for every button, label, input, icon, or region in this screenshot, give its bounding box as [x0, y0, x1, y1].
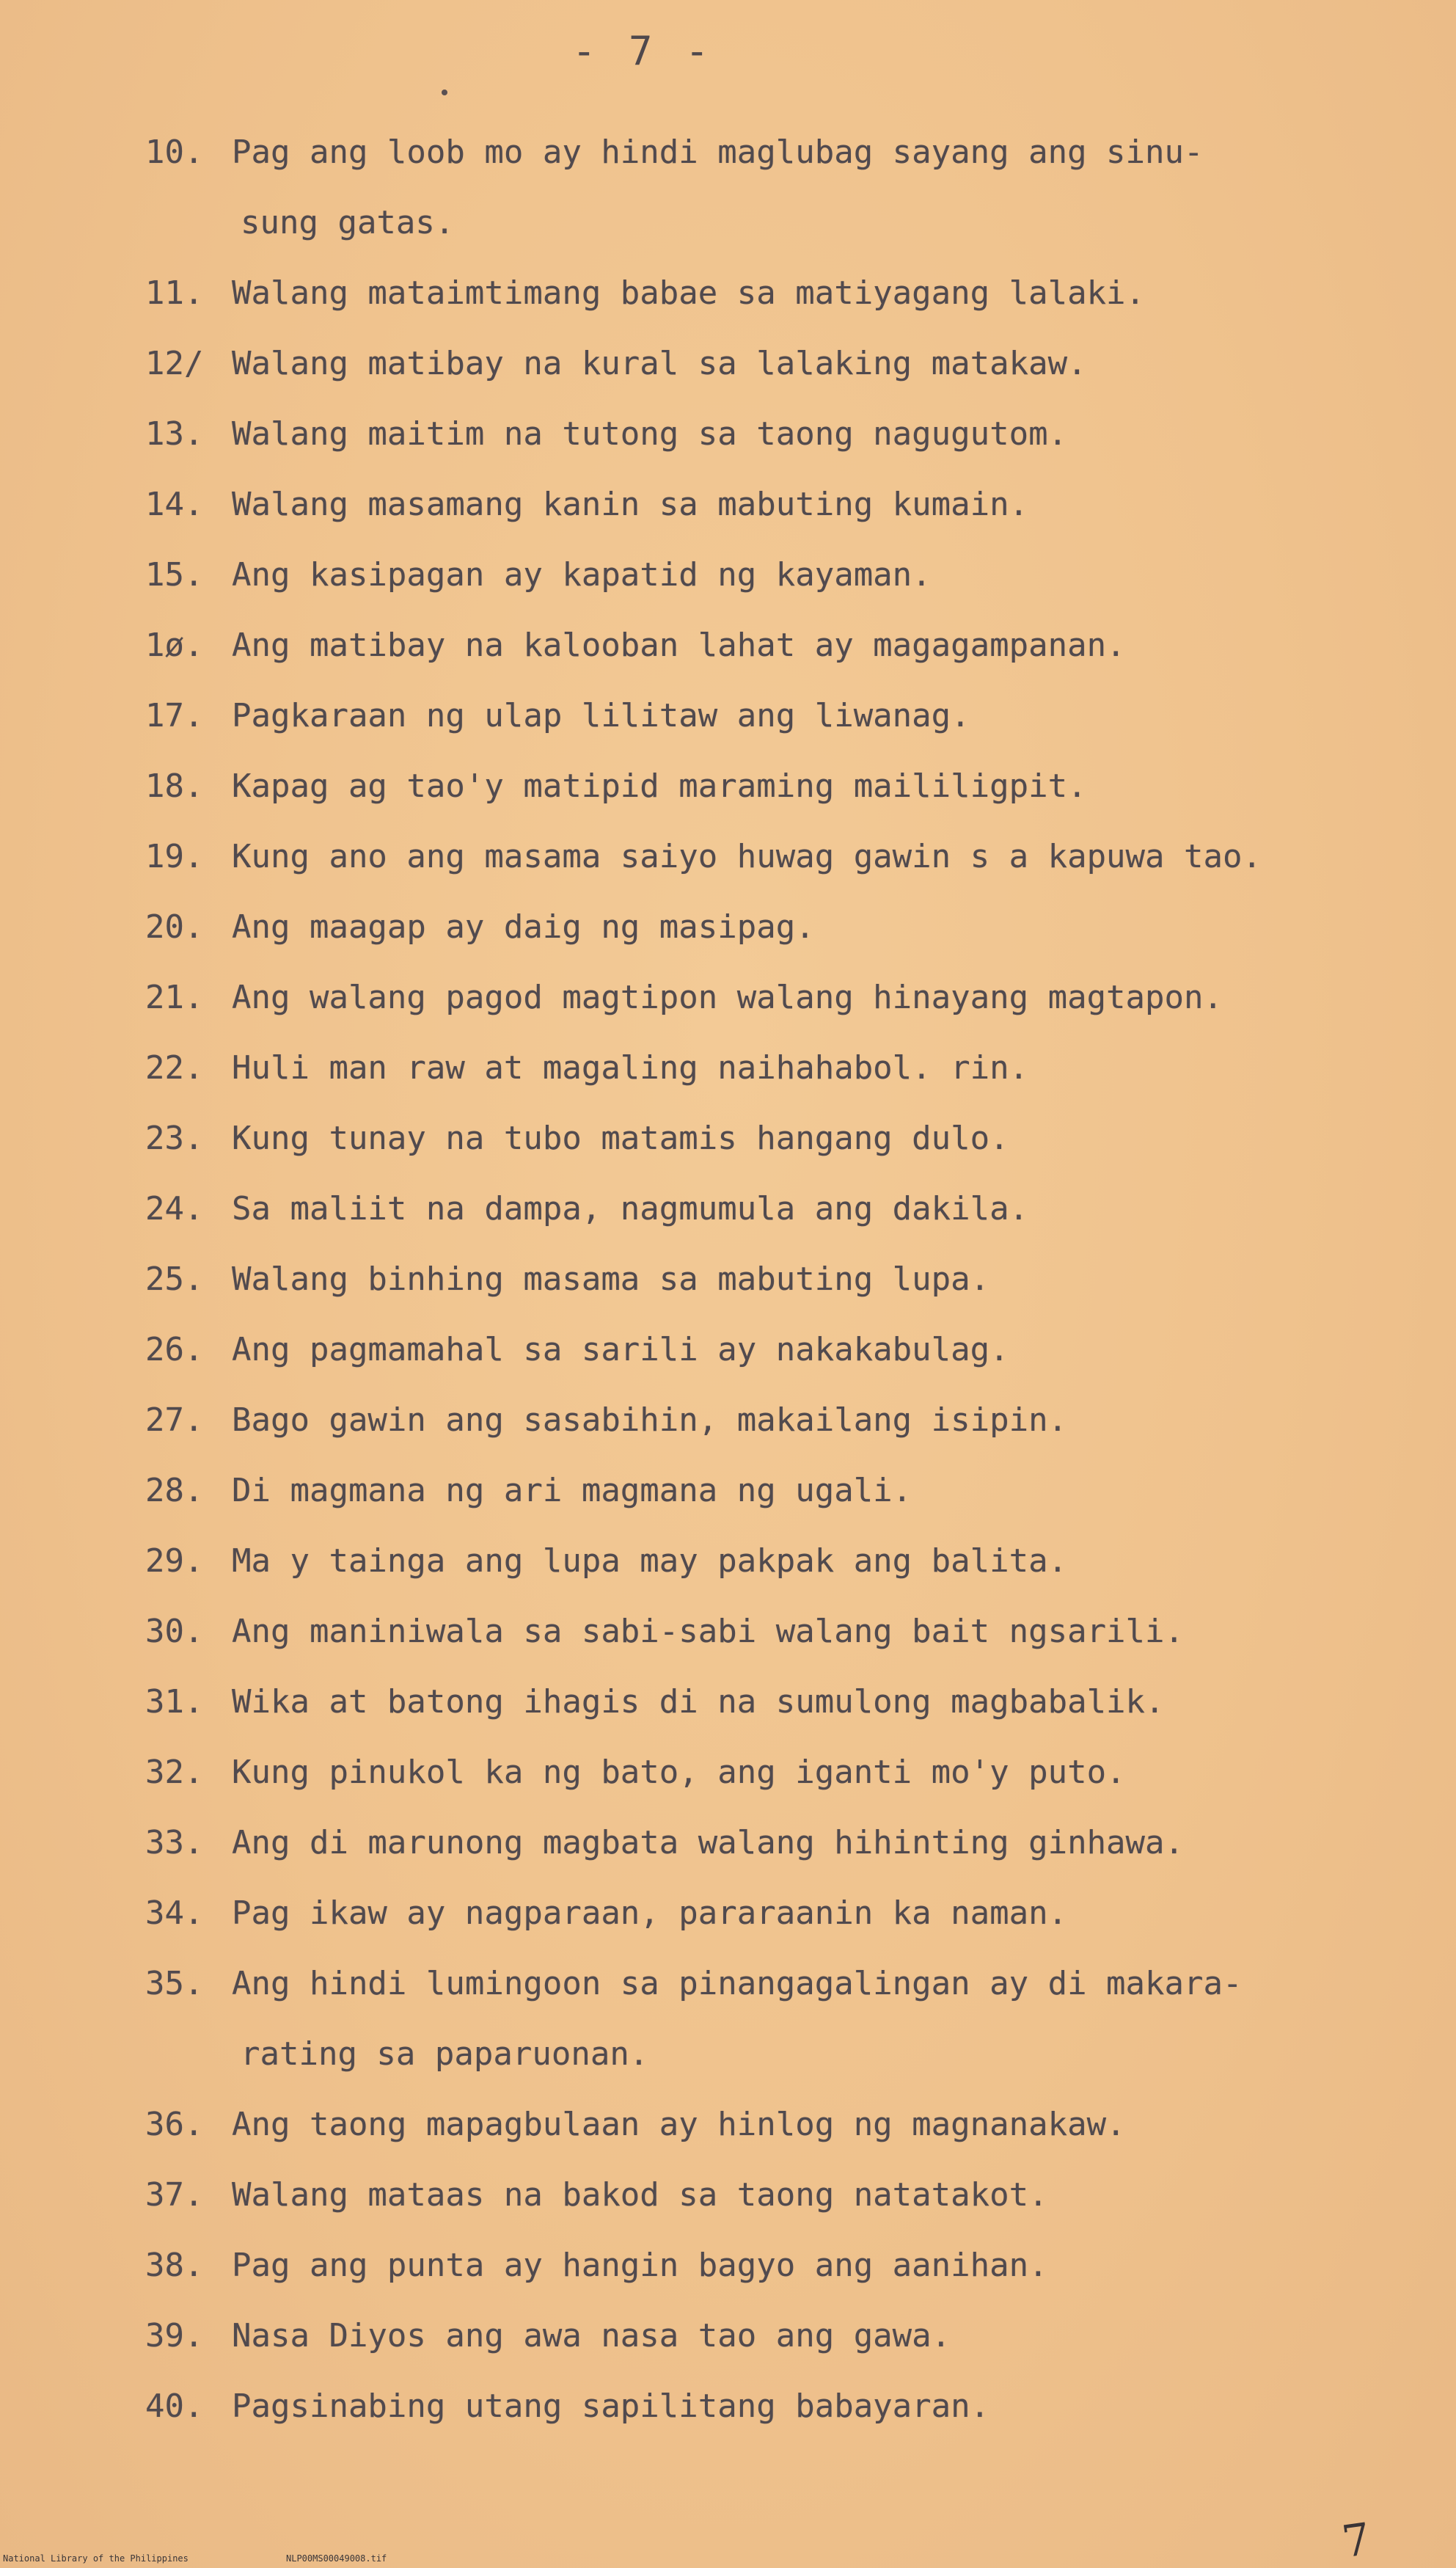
proverb-item	[145, 1470, 1392, 1541]
proverb-item	[145, 132, 1392, 273]
proverb-item	[145, 1329, 1392, 1400]
proverb-text: Walang binhing masama sa mabuting lupa.	[232, 1261, 990, 1298]
proverb-text: Kapag ag tao'y matipid maraming maililigpit.	[232, 767, 1087, 805]
proverb-text: Ma y tainga ang lupa may pakpak ang balita.	[232, 1542, 1068, 1580]
proverb-text: Nasa Diyos ang awa nasa tao ang gawa.	[232, 2317, 951, 2354]
proverb-number: 29.	[145, 1542, 204, 1580]
proverb-text: Ang taong mapagbulaan ay hinlog ng magnanakaw.	[232, 2106, 1126, 2143]
proverb-number: 37.	[145, 2176, 204, 2214]
library-credit: National Library of the Philippines	[3, 2553, 189, 2564]
proverb-item	[145, 555, 1392, 625]
proverb-number: 10.	[145, 134, 204, 171]
proverb-number: 32.	[145, 1754, 204, 1791]
proverb-text: Pag ang punta ay hangin bagyo ang aanihan.	[232, 2247, 1048, 2284]
proverb-number: 17.	[145, 697, 204, 734]
proverb-item	[145, 1541, 1392, 1611]
proverb-number: 39.	[145, 2317, 204, 2354]
file-name: NLP00MS00049008.tif	[286, 2553, 387, 2564]
proverb-number: 25.	[145, 1261, 204, 1298]
proverb-text: Ang walang pagod magtipon walang hinayang magtapon.	[232, 979, 1223, 1016]
proverb-number: 30.	[145, 1613, 204, 1650]
proverb-number: 34.	[145, 1894, 204, 1932]
proverb-text: Ang maagap ay daig ng masipag.	[232, 908, 815, 946]
proverb-number: 26.	[145, 1331, 204, 1368]
proverb-number: 27.	[145, 1401, 204, 1439]
proverb-item	[145, 414, 1392, 484]
proverb-text: Ang pagmamahal sa sarili ay nakakabulag.	[232, 1331, 1009, 1368]
proverb-text: Pag ikaw ay nagparaan, pararaanin ka naman.	[232, 1894, 1068, 1932]
proverb-number: 13.	[145, 415, 204, 453]
proverb-text: Kung ano ang masama saiyo huwag gawin s a kapuwa tao.	[232, 838, 1262, 875]
proverb-item	[145, 273, 1392, 343]
proverb-number: 14.	[145, 486, 204, 523]
proverb-number: 11.	[145, 274, 204, 312]
proverb-item	[145, 484, 1392, 555]
proverb-text: Walang maitim na tutong sa taong nagugutom.	[232, 415, 1068, 453]
proverb-number: 15.	[145, 556, 204, 594]
proverb-item	[145, 2245, 1392, 2316]
proverb-number: 20.	[145, 908, 204, 946]
proverb-text: Kung tunay na tubo matamis hangang dulo.	[232, 1120, 1009, 1157]
proverb-text: Pag ang loob mo ay hindi maglubag sayang ang sinu-	[232, 134, 1204, 171]
proverb-item	[145, 1752, 1392, 1823]
proverb-number: 36.	[145, 2106, 204, 2143]
handwritten-page-mark: 7	[1339, 2513, 1374, 2568]
proverb-text: Walang matibay na kural sa lalaking matakaw.	[232, 345, 1087, 382]
proverb-item	[145, 1823, 1392, 1893]
proverb-text: Ang kasipagan ay kapatid ng kayaman.	[232, 556, 932, 594]
proverb-text: Ang di marunong magbata walang hihinting ginhawa.	[232, 1824, 1185, 1861]
proverb-text: Walang masamang kanin sa mabuting kumain.	[232, 486, 1029, 523]
page-number: - 7 -	[572, 28, 714, 74]
proverb-item	[145, 1400, 1392, 1470]
proverb-text: Wika at batong ihagis di na sumulong magbabalik.	[232, 1683, 1165, 1721]
proverb-number: 40.	[145, 2388, 204, 2425]
proverb-text-continuation: rating sa paparuonan.	[241, 2035, 649, 2073]
proverb-item	[145, 1048, 1392, 1118]
proverb-text: Pagsinabing utang sapilitang babayaran.	[232, 2388, 990, 2425]
proverb-item	[145, 2316, 1392, 2386]
ink-dot	[442, 90, 447, 95]
proverb-item	[145, 2175, 1392, 2245]
proverb-text: Bago gawin ang sasabihin, makailang isipin.	[232, 1401, 1068, 1439]
proverb-item	[145, 343, 1392, 414]
proverb-item	[145, 2104, 1392, 2175]
proverb-item	[145, 907, 1392, 977]
proverb-text: Ang maniniwala sa sabi-sabi walang bait ngsarili.	[232, 1613, 1185, 1650]
proverb-item	[145, 1963, 1392, 2104]
proverb-item	[145, 1893, 1392, 1963]
proverb-item	[145, 1259, 1392, 1329]
proverb-number: 35.	[145, 1965, 204, 2002]
proverb-text: Sa maliit na dampa, nagmumula ang dakila.	[232, 1190, 1029, 1228]
proverb-text: Pagkaraan ng ulap lilitaw ang liwanag.	[232, 697, 970, 734]
proverb-number: 24.	[145, 1190, 204, 1228]
proverb-number: 22.	[145, 1049, 204, 1087]
proverb-text: Di magmana ng ari magmana ng ugali.	[232, 1472, 912, 1509]
proverb-item	[145, 2386, 1392, 2456]
proverb-number: 18.	[145, 767, 204, 805]
proverb-number: 1ø.	[145, 627, 204, 664]
proverb-item	[145, 1611, 1392, 1682]
proverb-text: Kung pinukol ka ng bato, ang iganti mo'y puto.	[232, 1754, 1126, 1791]
proverb-item	[145, 1118, 1392, 1189]
proverb-list	[145, 132, 1392, 2456]
proverb-item	[145, 696, 1392, 766]
proverb-number: 28.	[145, 1472, 204, 1509]
proverb-text: Huli man raw at magaling naihahabol. rin.	[232, 1049, 1029, 1087]
proverb-item	[145, 1682, 1392, 1752]
proverb-number: 21.	[145, 979, 204, 1016]
proverb-number: 33.	[145, 1824, 204, 1861]
proverb-text-continuation: sung gatas.	[241, 204, 455, 241]
proverb-item	[145, 1189, 1392, 1259]
proverb-item	[145, 625, 1392, 696]
proverb-number: 12/	[145, 345, 204, 382]
proverb-item	[145, 836, 1392, 907]
proverb-text: Ang matibay na kalooban lahat ay magagampanan.	[232, 627, 1126, 664]
proverb-number: 38.	[145, 2247, 204, 2284]
proverb-text: Walang mataas na bakod sa taong natatakot.	[232, 2176, 1048, 2214]
proverb-number: 19.	[145, 838, 204, 875]
proverb-item	[145, 977, 1392, 1048]
proverb-text: Ang hindi lumingoon sa pinangagalingan ay di makara-	[232, 1965, 1243, 2002]
proverb-number: 23.	[145, 1120, 204, 1157]
proverb-text: Walang mataimtimang babae sa matiyagang lalaki.	[232, 274, 1146, 312]
proverb-item	[145, 766, 1392, 836]
proverb-number: 31.	[145, 1683, 204, 1721]
